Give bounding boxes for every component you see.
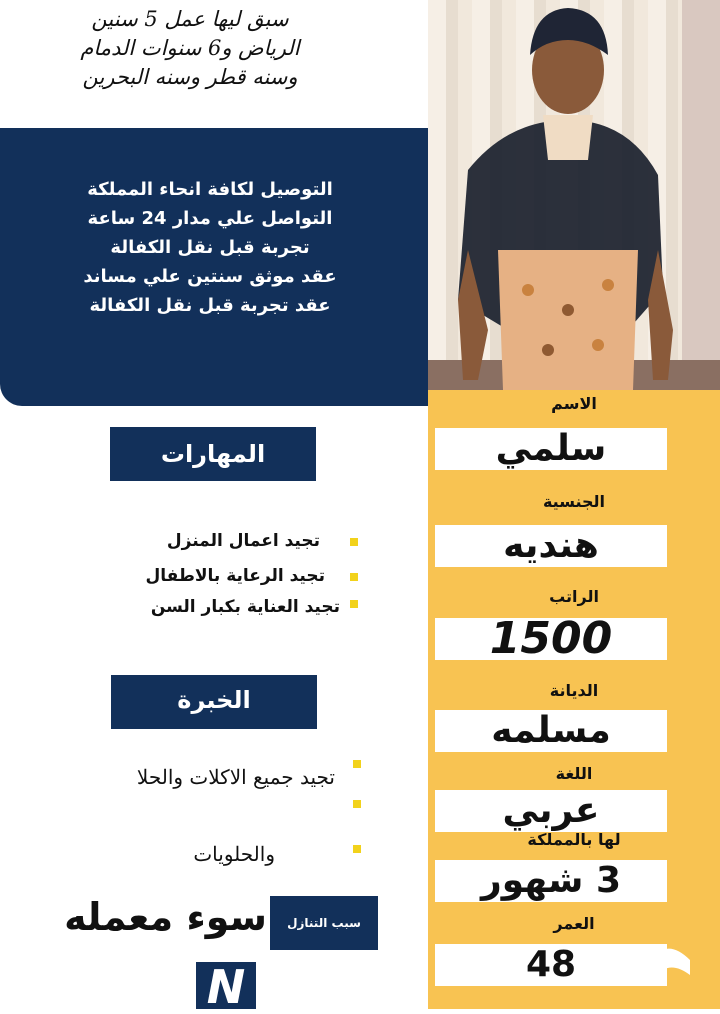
- person-figure: [428, 0, 720, 390]
- language-label: اللغة: [555, 764, 593, 783]
- nationality-value: هنديه: [435, 525, 667, 567]
- religion-value: مسلمه: [435, 710, 667, 752]
- service-item: التوصيل لكافة انحاء المملكة: [87, 179, 333, 200]
- age-value: 48: [435, 944, 667, 986]
- service-item: عقد تجربة قبل نقل الكفالة: [89, 295, 331, 316]
- bullet-icon: [353, 845, 361, 853]
- bullet-icon: [353, 760, 361, 768]
- language-value: عربي: [435, 790, 667, 832]
- bullet-icon: [350, 573, 358, 581]
- name-value: سلمي: [435, 428, 667, 470]
- bullet-icon: [350, 600, 358, 608]
- intro-line-1: سبق ليها عمل 5 سنين: [91, 7, 289, 31]
- reason-label: سبب التنازل: [270, 896, 378, 950]
- intro-line-3: وسنه قطر وسنه البحرين: [82, 65, 298, 89]
- service-item: عقد موثق سنتين علي مساند: [83, 266, 337, 287]
- intro-line-2: الرياض و6 سنوات الدمام: [80, 36, 300, 60]
- brand-logo: N: [196, 962, 256, 1009]
- stay-value: 3 شهور: [435, 860, 667, 902]
- reason-value: سوء معمله: [64, 895, 267, 939]
- watermark-icon: [585, 930, 695, 990]
- experience-intro: [20, 5, 360, 92]
- service-item: تجربة قبل نقل الكفالة: [110, 237, 310, 258]
- experience-line-2: والحلويات: [193, 842, 275, 866]
- worker-photo: [428, 0, 720, 390]
- skill-item: تجيد اعمال المنزل: [166, 531, 320, 551]
- bullet-icon: [350, 538, 358, 546]
- experience-title: الخبرة: [111, 675, 317, 729]
- age-label: العمر: [553, 914, 595, 933]
- services-list: [30, 175, 390, 320]
- experience-line-1: تجيد جميع الاكلات والحلا: [136, 765, 335, 789]
- skill-item: تجيد الرعاية بالاطفال: [145, 566, 325, 586]
- skill-item: تجيد العناية بكبار السن: [150, 597, 340, 617]
- nationality-label: الجنسية: [542, 492, 606, 511]
- name-label: الاسم: [551, 394, 597, 413]
- bullet-icon: [353, 800, 361, 808]
- salary-label: الراتب: [549, 587, 599, 606]
- service-item: التواصل علي مدار 24 ساعة: [87, 208, 333, 229]
- salary-value: 1500: [435, 618, 667, 660]
- stay-label: لها بالمملكة: [527, 830, 621, 849]
- religion-label: الديانة: [549, 681, 599, 700]
- skills-title: المهارات: [110, 427, 316, 481]
